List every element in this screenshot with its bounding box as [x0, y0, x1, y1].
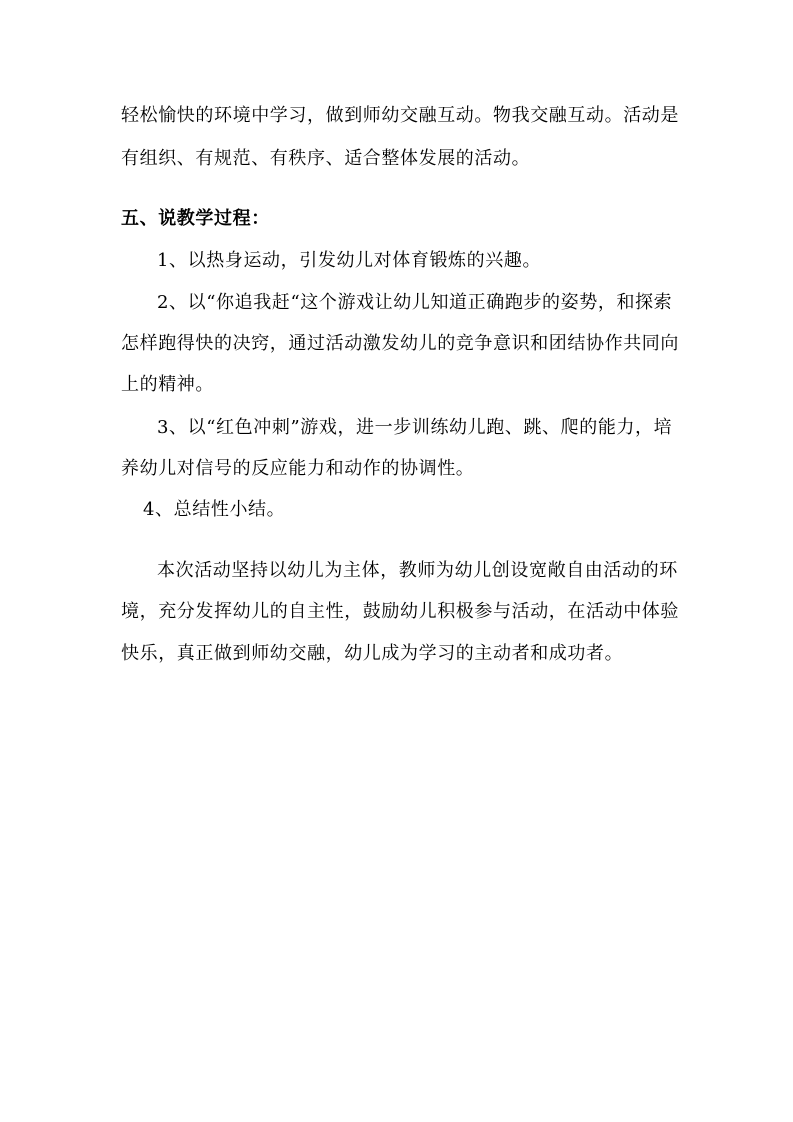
section-heading: 五、说教学过程：	[121, 208, 270, 229]
conclusion-line-3: 快乐，真正做到师幼交融，幼儿成为学习的主动者和成功者。	[121, 643, 624, 664]
step-2-line-1: 2、以“你追我赶“这个游戏让幼儿知道正确跑步的姿势，和探索	[157, 292, 673, 313]
step-4: 4、总结性小结。	[143, 499, 286, 520]
step-1: 1、以热身运动，引发幼儿对体育锻炼的兴趣。	[157, 250, 542, 271]
step-2-line-3: 上的精神。	[121, 374, 214, 395]
intro-line-1: 轻松愉快的环境中学习，做到师幼交融互动。物我交融互动。活动是	[121, 105, 679, 126]
intro-line-2: 有组织、有规范、有秩序、适合整体发展的活动。	[121, 148, 531, 169]
step-3-line-1: 3、以“红色冲刺”游戏，进一步训练幼儿跑、跳、爬的能力，培	[157, 417, 673, 438]
conclusion-line-1: 本次活动坚持以幼儿为主体，教师为幼儿创设宽敞自由活动的环	[157, 560, 678, 581]
step-3-line-2: 养幼儿对信号的反应能力和动作的协调性。	[121, 458, 475, 479]
conclusion-line-2: 境，充分发挥幼儿的自主性，鼓励幼儿积极参与活动，在活动中体验	[121, 601, 679, 622]
step-2-line-2: 怎样跑得快的决窍，通过活动激发幼儿的竞争意识和团结协作共同向	[121, 333, 679, 354]
